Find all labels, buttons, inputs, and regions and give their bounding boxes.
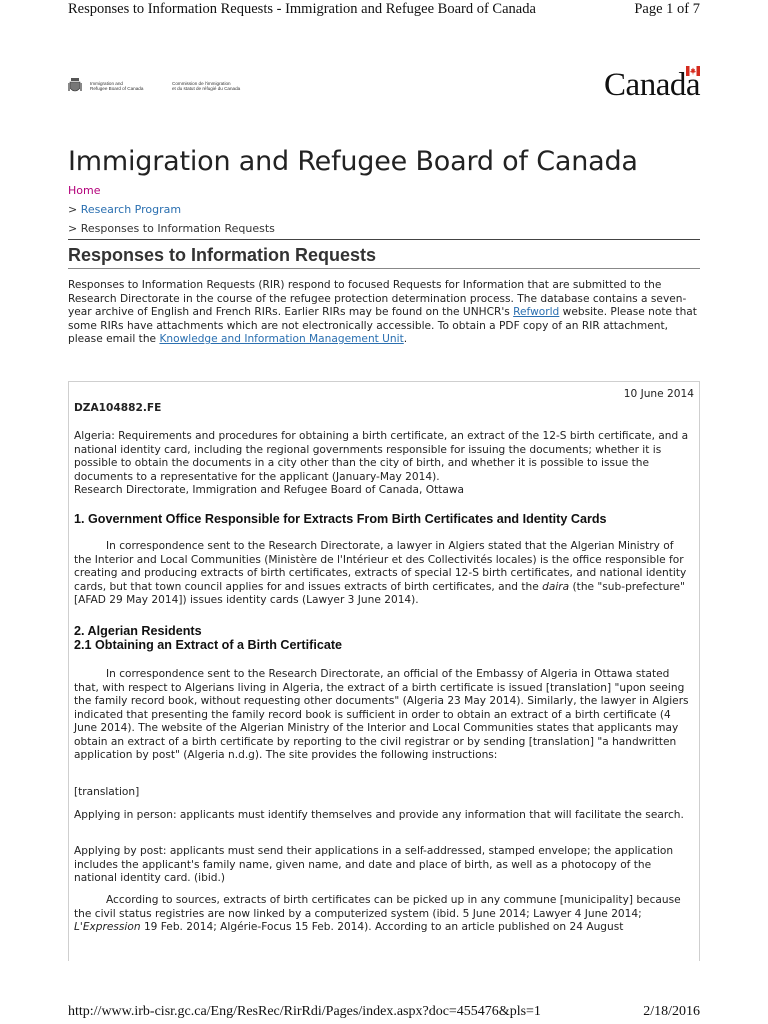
breadcrumb-current-page: Responses to Information Requests xyxy=(80,222,275,235)
print-footer-url: http://www.irb-cisr.gc.ca/Eng/ResRec/RirRdi/Pages/index.aspx?doc=455476&pls=1 xyxy=(68,1004,541,1019)
refworld-link[interactable]: Refworld xyxy=(513,306,560,318)
department-name-english: Immigration and Refugee Board of Canada xyxy=(90,80,144,91)
applying-in-person-text: Applying in person: applicants must identify themselves and provide any information that will facilitate the search. xyxy=(74,809,684,821)
lexpression-title: L'Expression xyxy=(74,921,141,933)
breadcrumb-research-program-link[interactable]: Research Program xyxy=(80,203,182,216)
record-date: 10 June 2014 xyxy=(623,388,694,400)
canada-wordmark xyxy=(594,66,700,103)
breadcrumb-home-link[interactable]: Home xyxy=(68,184,101,197)
section-2-1-paragraph: In correspondence sent to the Research Directorate, an official of the Embassy of Algeria in Ottawa stated that, with respect to Algerians living in Algeria, the extract of a birth certificate is issued [translation] "upon seeing the family record book, without requesting other documents" (Algeria 23 May 2014). Similarly, the lawyer in Algiers indicated that presenting the family record book is sufficient in order to obtain an extract of a birth certificate (4 June 2014). The website of the Algerian Ministry of the Interior and Local Communities states that applicants may obtain an extract of a birth certificate by reporting to the civil registrar or by sending [translation] "a handwritten application by post" (Algeria n.d.g). The site provides the following instructions: xyxy=(74,668,689,761)
canada-wordmark-text: Canada xyxy=(604,67,700,103)
print-footer xyxy=(68,1004,700,1024)
federal-identity-bar xyxy=(68,64,700,104)
site-title: Immigration and Refugee Board of Canada xyxy=(68,146,638,177)
divider xyxy=(68,268,700,269)
applying-by-post-text: Applying by post: applicants must send their applications in a self-addressed, stamped envelope; the application includes the applicant's family name, given name, and date and place of birth, as well as a photocopy of the national identity card. (ibid.) xyxy=(74,845,674,884)
breadcrumb-item-current xyxy=(68,219,275,238)
print-header-page-number: Page 1 of 7 xyxy=(634,1,700,17)
breadcrumb xyxy=(68,181,275,238)
print-header-title: Responses to Information Requests - Immigration and Refugee Board of Canada xyxy=(68,1,536,17)
section-1-heading: 1. Government Office Responsible for Extracts From Birth Certificates and Identity Cards xyxy=(74,512,607,526)
daira-term: daira xyxy=(542,580,570,593)
record-id: DZA104882.FE xyxy=(74,402,162,414)
translation-tag: [translation] xyxy=(74,786,140,798)
coat-of-arms-icon xyxy=(68,78,82,94)
intro-paragraph: Responses to Information Requests (RIR) respond to focused Requests for Information that are submitted to the Research Directorate in the course of the refugee protection determination process. The database contains a seven-year archive of English and French RIRs. Earlier RIRs may be found on the UNHCR's Refworld website. Please note that some RIRs have attachments which are not electronically accessible. To obtain a PDF copy of an RIR attachment, please email the Knowledge and Information Management Unit. xyxy=(68,279,697,345)
section-2-heading: 2. Algerian Residents xyxy=(74,624,202,638)
breadcrumb-item-research-program xyxy=(68,200,275,219)
section-1-paragraph: In correspondence sent to the Research Directorate, a lawyer in Algiers stated that the Algerian Ministry of the Interior and Local Communities (Ministère de l'Intérieur et des Collectivités locales) is the office responsible for creating and producing extracts of birth certificates, extracts of special 12-S birth certificates, and national identity cards, but that town council applies for and issues extracts of birth certificates, and the daira (the "sub-prefecture" [AFAD 29 May 2014]) issues identity cards (Lawyer 3 June 2014). xyxy=(74,540,687,606)
page-title: Responses to Information Requests xyxy=(68,245,377,265)
breadcrumb-separator: > xyxy=(68,222,78,235)
record-source: Research Directorate, Immigration and Refugee Board of Canada, Ottawa xyxy=(74,484,465,496)
print-footer-date: 2/18/2016 xyxy=(643,1004,700,1019)
record-summary-text: Algeria: Requirements and procedures for obtaining a birth certificate, an extract of the 12-S birth certificate, and a national identity card, including the regional governments responsible for issuing the documents; whether it is possible to obtain the documents in a city other than the city of birth, and whether it is possible to issue the documents to a representative for the applicant (January-May 2014). xyxy=(74,430,689,483)
breadcrumb-separator: > xyxy=(68,203,78,216)
department-signature[interactable] xyxy=(68,78,262,94)
rir-record-panel xyxy=(68,381,700,961)
record-summary xyxy=(74,430,694,498)
section-2-1-heading: 2.1 Obtaining an Extract of a Birth Certificate xyxy=(74,638,343,652)
knowledge-management-unit-link[interactable]: Knowledge and Information Management Unit xyxy=(159,333,404,345)
divider xyxy=(68,239,700,240)
department-name-french: Commission de l'immigration et du statut de réfugié du Canada xyxy=(172,80,241,91)
print-header xyxy=(68,0,700,22)
section-2-1-paragraph-2: According to sources, extracts of birth certificates can be picked up in any commune [municipality] because the civil status registries are now linked by a computerized system (ibid. 5 June 2014; Lawyer 4 June 2014; L'Expression 19 Feb. 2014; Algérie-Focus 15 Feb. 2014). According to an article published on 24 August xyxy=(74,894,681,933)
